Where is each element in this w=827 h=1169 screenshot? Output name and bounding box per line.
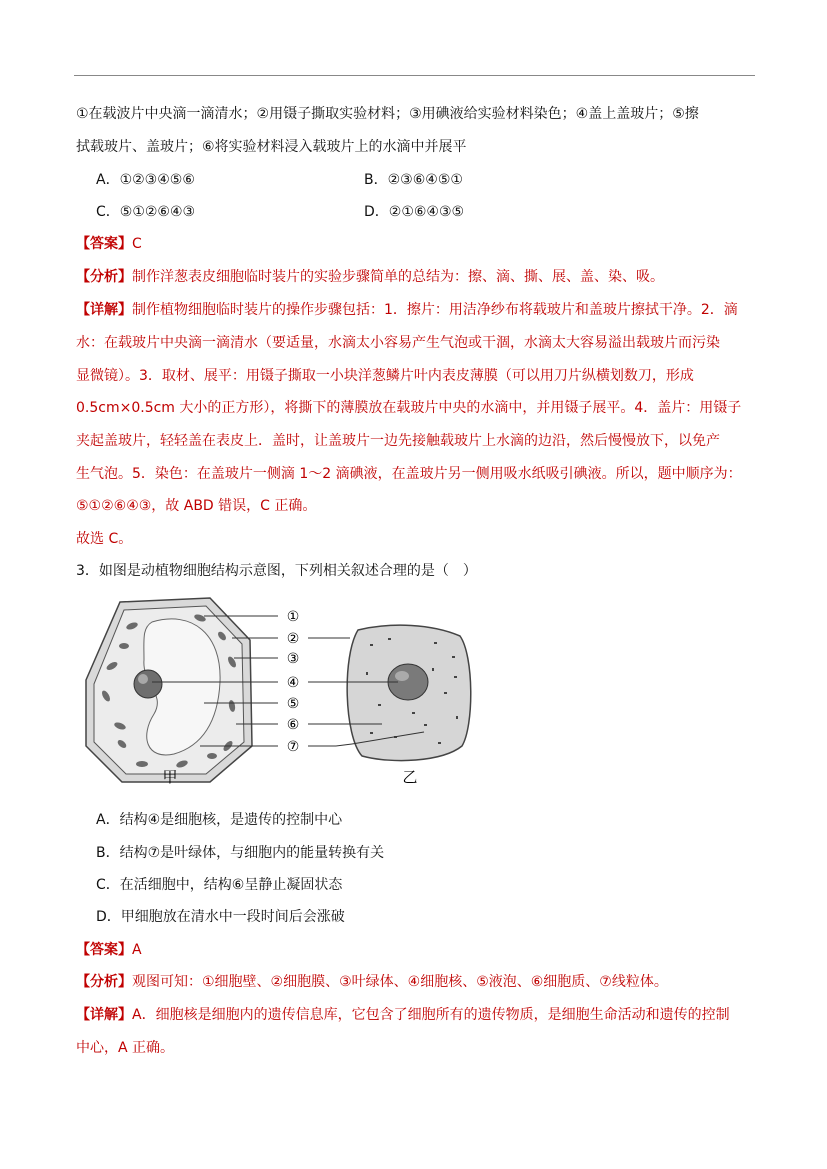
option-label: C． <box>96 877 120 893</box>
q3-option-d <box>96 907 345 927</box>
header-rule <box>74 75 755 76</box>
option-text: 结构④是细胞核，是遗传的控制中心 <box>119 812 343 828</box>
q3-answer <box>76 940 142 960</box>
nucleus-highlight <box>138 674 148 684</box>
plant-nucleus <box>134 670 162 698</box>
q3-option-b <box>96 843 384 863</box>
answer-value: A <box>132 942 142 958</box>
q2-answer <box>76 234 142 254</box>
q2-option-c <box>96 202 195 222</box>
label-6: ⑥ <box>286 717 300 733</box>
q2-detail-line1 <box>76 300 738 320</box>
q3-stem: 3．如图是动植物细胞结构示意图，下列相关叙述合理的是（ ） <box>76 563 477 579</box>
label-1: ① <box>286 609 300 625</box>
option-text: 在活细胞中，结构⑥呈静止凝固状态 <box>119 877 343 893</box>
answer-value: C <box>132 236 142 252</box>
option-text: 结构⑦是叶绿体，与细胞内的能量转换有关 <box>119 845 385 861</box>
q2-option-a <box>96 170 195 190</box>
q3-detail-line2: 中心，A 正确。 <box>76 1040 175 1056</box>
option-text: ①②③④⑤⑥ <box>119 172 195 188</box>
q2-option-d <box>364 202 464 222</box>
q3-detail-line1 <box>76 1005 730 1025</box>
cell-diagram-svg <box>82 596 482 788</box>
q2-stem-line1: ①在载波片中央滴一滴清水；②用镊子撕取实验材料；③用碘液给实验材料染色；④盖上盖玻片；⑤擦 <box>76 106 699 122</box>
q2-detail-line6: 生气泡。5．染色：在盖玻片一侧滴 1～2 滴碘液，在盖玻片另一侧用吸水纸吸引碘液。所以，题中顺序为： <box>76 466 742 482</box>
analysis-text: 制作洋葱表皮细胞临时装片的实验步骤简单的总结为：擦、滴、撕、展、盖、染、吸。 <box>132 269 664 285</box>
q2-detail-line2: 水：在载玻片中央滴一滴清水（要适量，水滴太小容易产生气泡或干涸，水滴太大容易溢出载玻片而污染 <box>76 335 720 351</box>
q2-detail-line3: 显微镜）。3．取材、展平：用镊子撕取一小块洋葱鳞片叶内表皮薄膜（可以用刀片纵横划数刀，形成 <box>76 368 694 384</box>
cell-diagram <box>82 596 482 788</box>
label-5: ⑤ <box>286 696 300 712</box>
option-label: A． <box>96 812 120 828</box>
detail-text: 制作植物细胞临时装片的操作步骤包括：1．擦片：用洁净纱布将载玻片和盖玻片擦拭干净。2．滴 <box>132 302 738 318</box>
label-4: ④ <box>286 675 300 691</box>
option-text: 甲细胞放在清水中一段时间后会涨破 <box>120 909 345 925</box>
option-label: D． <box>364 204 389 220</box>
q2-option-b <box>364 170 463 190</box>
answer-tag: 【答案】 <box>76 236 132 252</box>
q2-analysis <box>76 267 664 287</box>
detail-tag: 【详解】 <box>76 1007 132 1023</box>
analysis-tag: 【分析】 <box>76 974 132 990</box>
option-text: ⑤①②⑥④③ <box>119 204 196 220</box>
label-2: ② <box>286 631 300 647</box>
option-text: ②①⑥④③⑤ <box>388 204 465 220</box>
q2-stem-line2: 拭载玻片、盖玻片；⑥将实验材料浸入载玻片上的水滴中并展平 <box>76 139 467 155</box>
label-7: ⑦ <box>286 739 300 755</box>
q2-conclusion: 故选 C。 <box>76 531 133 547</box>
analysis-text: 观图可知：①细胞壁、②细胞膜、③叶绿体、④细胞核、⑤液泡、⑥细胞质、⑦线粒体。 <box>132 974 668 990</box>
caption-yi: 乙 <box>402 768 418 786</box>
detail-tag: 【详解】 <box>76 302 132 318</box>
answer-tag: 【答案】 <box>76 942 132 958</box>
analysis-tag: 【分析】 <box>76 269 132 285</box>
animal-nucleus-highlight <box>395 671 409 681</box>
option-text: ②③⑥④⑤① <box>387 172 463 188</box>
q3-analysis <box>76 972 668 992</box>
option-label: A． <box>96 172 120 188</box>
q3-option-c <box>96 875 342 895</box>
option-label: B． <box>364 172 388 188</box>
q2-detail-line7: ⑤①②⑥④③，故 ABD 错误，C 正确。 <box>76 498 317 514</box>
q3-option-a <box>96 810 342 830</box>
caption-jia: 甲 <box>162 768 178 786</box>
option-label: D． <box>96 909 121 925</box>
q2-detail-line5: 夹起盖玻片，轻轻盖在表皮上．盖时，让盖玻片一边先接触载玻片上水滴的边沿，然后慢慢放下，以免产 <box>76 433 720 449</box>
option-label: C． <box>96 204 120 220</box>
option-label: B． <box>96 845 120 861</box>
detail-text: A．细胞核是细胞内的遗传信息库，它包含了细胞所有的遗传物质，是细胞生命活动和遗传的控制 <box>132 1007 730 1023</box>
q2-detail-line4: 0.5cm×0.5cm 大小的正方形），将撕下的薄膜放在载玻片中央的水滴中，并用镊子展平。4．盖片：用镊子 <box>76 400 742 416</box>
label-3: ③ <box>286 651 300 667</box>
